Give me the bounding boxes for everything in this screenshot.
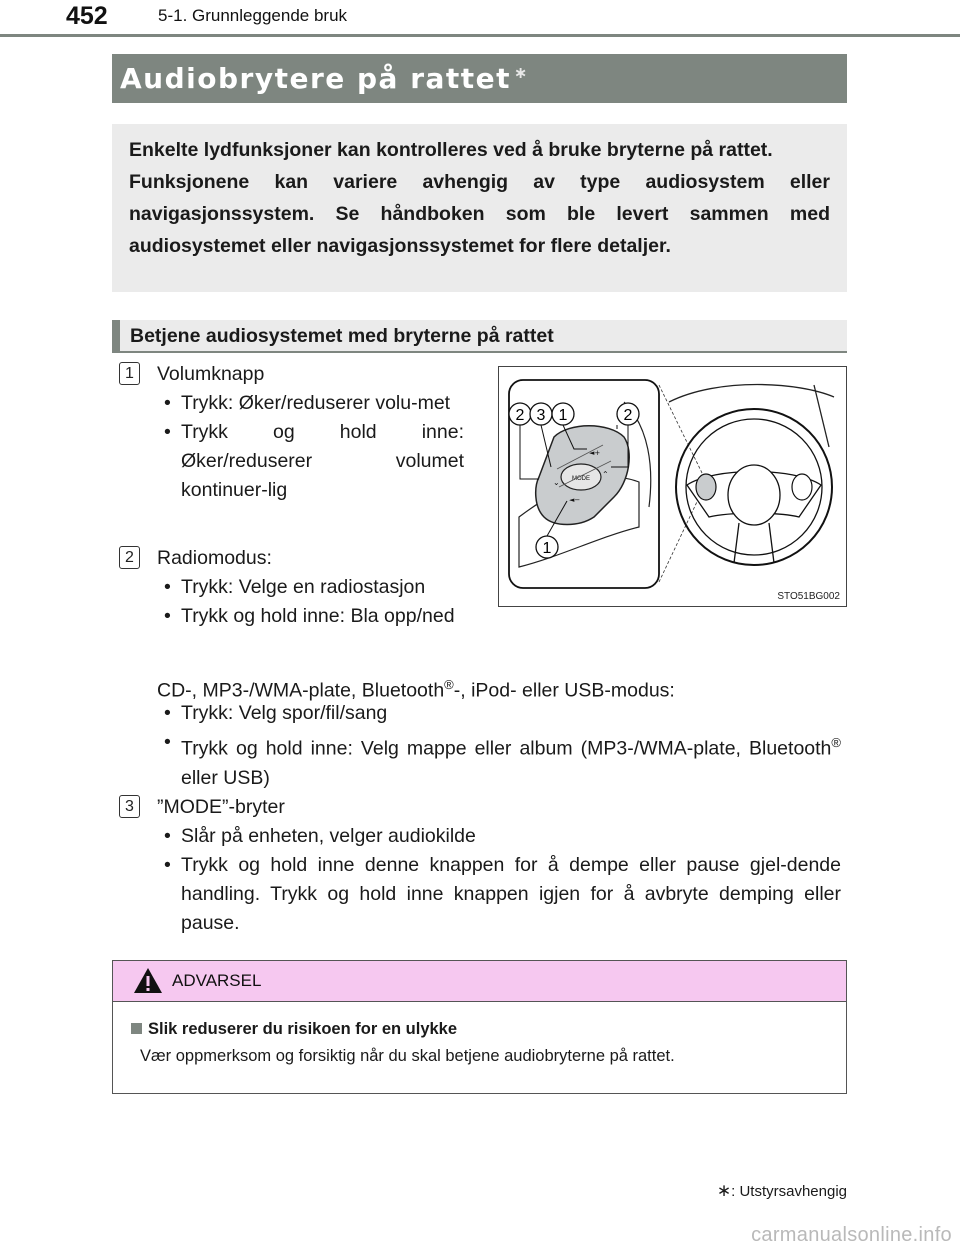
item-2-bullets [157,573,464,631]
dashboard-line [669,385,834,403]
steering-wheel-figure [498,366,847,607]
footnote [717,1181,847,1201]
callout-3: 3 [536,407,546,424]
page-title [120,62,529,95]
item-number-1: 1 [119,362,140,385]
figure-code: STO51BG002 [777,591,840,602]
item-2-sub-bullet-2-post: eller USB) [181,766,270,789]
callout-1: 1 [558,407,568,424]
page-title-text: Audiobrytere på rattet [120,62,512,95]
callout-2: 2 [515,407,525,424]
item-2-sub-bullets [157,699,841,793]
warning-subheading-text: Slik reduserer du risikoen for en ulykke [148,1020,458,1038]
square-bullet-icon [131,1023,142,1034]
footnote-marker: ∗ [716,1181,732,1200]
volume-down-icon: ◄− [569,496,581,504]
zoom-line [659,385,704,477]
zoom-line [659,487,704,582]
section-heading-bar [112,320,120,353]
item-1-bullets [157,389,464,505]
item-number-2: 2 [119,546,140,569]
item-2-sub-bullet-2-pre: Trykk og hold inne: Velg mappe eller album (MP3-/WMA-plate, Bluetooth [181,737,832,760]
callout-1-bottom: 1 [542,540,552,557]
warning-body: Vær oppmerksom og forsiktig når du skal betjene audiobryterne på rattet. [140,1047,675,1065]
section-heading-text: Betjene audiosystemet med bryterne på rattet [130,325,554,347]
intro-paragraph-1: Enkelte lydfunksjoner kan kontrolleres ved å bruke bryterne på rattet. [129,139,773,161]
watermark: carmanualsonline.info [751,1224,952,1246]
title-banner [112,54,847,103]
item-number-3: 3 [119,795,140,818]
chapter-title: 5-1. Grunnleggende bruk [158,6,348,25]
item-1-label: Volumknapp [157,363,265,385]
registered-mark: ® [831,735,841,750]
left-switch-cluster [696,474,716,500]
warning-subheading [131,1020,457,1039]
equipment-dependent-marker: ∗ [514,62,529,82]
item-1-bullet-1: • Trykk: Øker/reduserer volu-met [157,389,464,418]
callout-2-right: 2 [623,407,633,424]
warning-box [112,960,847,1094]
item-2-sub-bullet-1: • Trykk: Velg spor/fil/sang [157,699,841,728]
right-switch-cluster [792,474,812,500]
warning-header [113,961,846,1002]
header-rule [0,34,960,37]
item-3-bullets [157,822,841,938]
seek-down-icon: ⌄ [553,478,560,487]
warning-label: ADVARSEL [172,971,262,990]
steering-wheel-illustration [499,367,846,606]
lower-spoke [734,523,774,563]
item-1-bullet-2: • Trykk og hold inne: Øker/reduserer volumet kontinuer-lig [157,418,464,505]
item-2-label: Radiomodus: [157,547,272,569]
item-3-bullet-2: • Trykk og hold inne denne knappen for å dempe eller pause gjel-dende handling. Trykk og hold inne knappen igjen for å avbryte demping eller pause. [157,851,841,938]
steering-wheel-hub [728,465,780,525]
mode-button-label: MODE [572,476,590,482]
item-3-label: ”MODE”-bryter [157,796,285,818]
intro-paragraph-2: Funksjonene kan variere avhengig av type audiosystem eller navigasjonssystem. Se håndboken som ble levert sammen med audiosystemet eller navigasjonssystemet for flere detaljer. [129,171,830,257]
item-2-sub-label-pre: CD-, MP3-/WMA-plate, Bluetooth [157,679,445,702]
warning-triangle-icon [133,967,163,994]
item-2-sub-bullet-2 [157,728,841,793]
item-2-bullet-1: • Trykk: Velge en radiostasjon [157,573,464,602]
page-number: 452 [66,2,108,30]
footnote-text: : Utstyrsavhengig [731,1183,847,1200]
item-3-bullet-1: • Slår på enheten, velger audiokilde [157,822,841,851]
volume-up-icon: ◄+ [589,449,601,457]
intro-box [112,124,847,292]
section-heading [112,320,847,353]
seek-up-icon: ⌃ [602,470,609,479]
registered-mark: ® [444,677,454,692]
item-2-bullet-2: • Trykk og hold inne: Bla opp/ned [157,602,464,631]
item-2-sub-label-post: -, iPod- eller USB-modus: [453,679,675,702]
